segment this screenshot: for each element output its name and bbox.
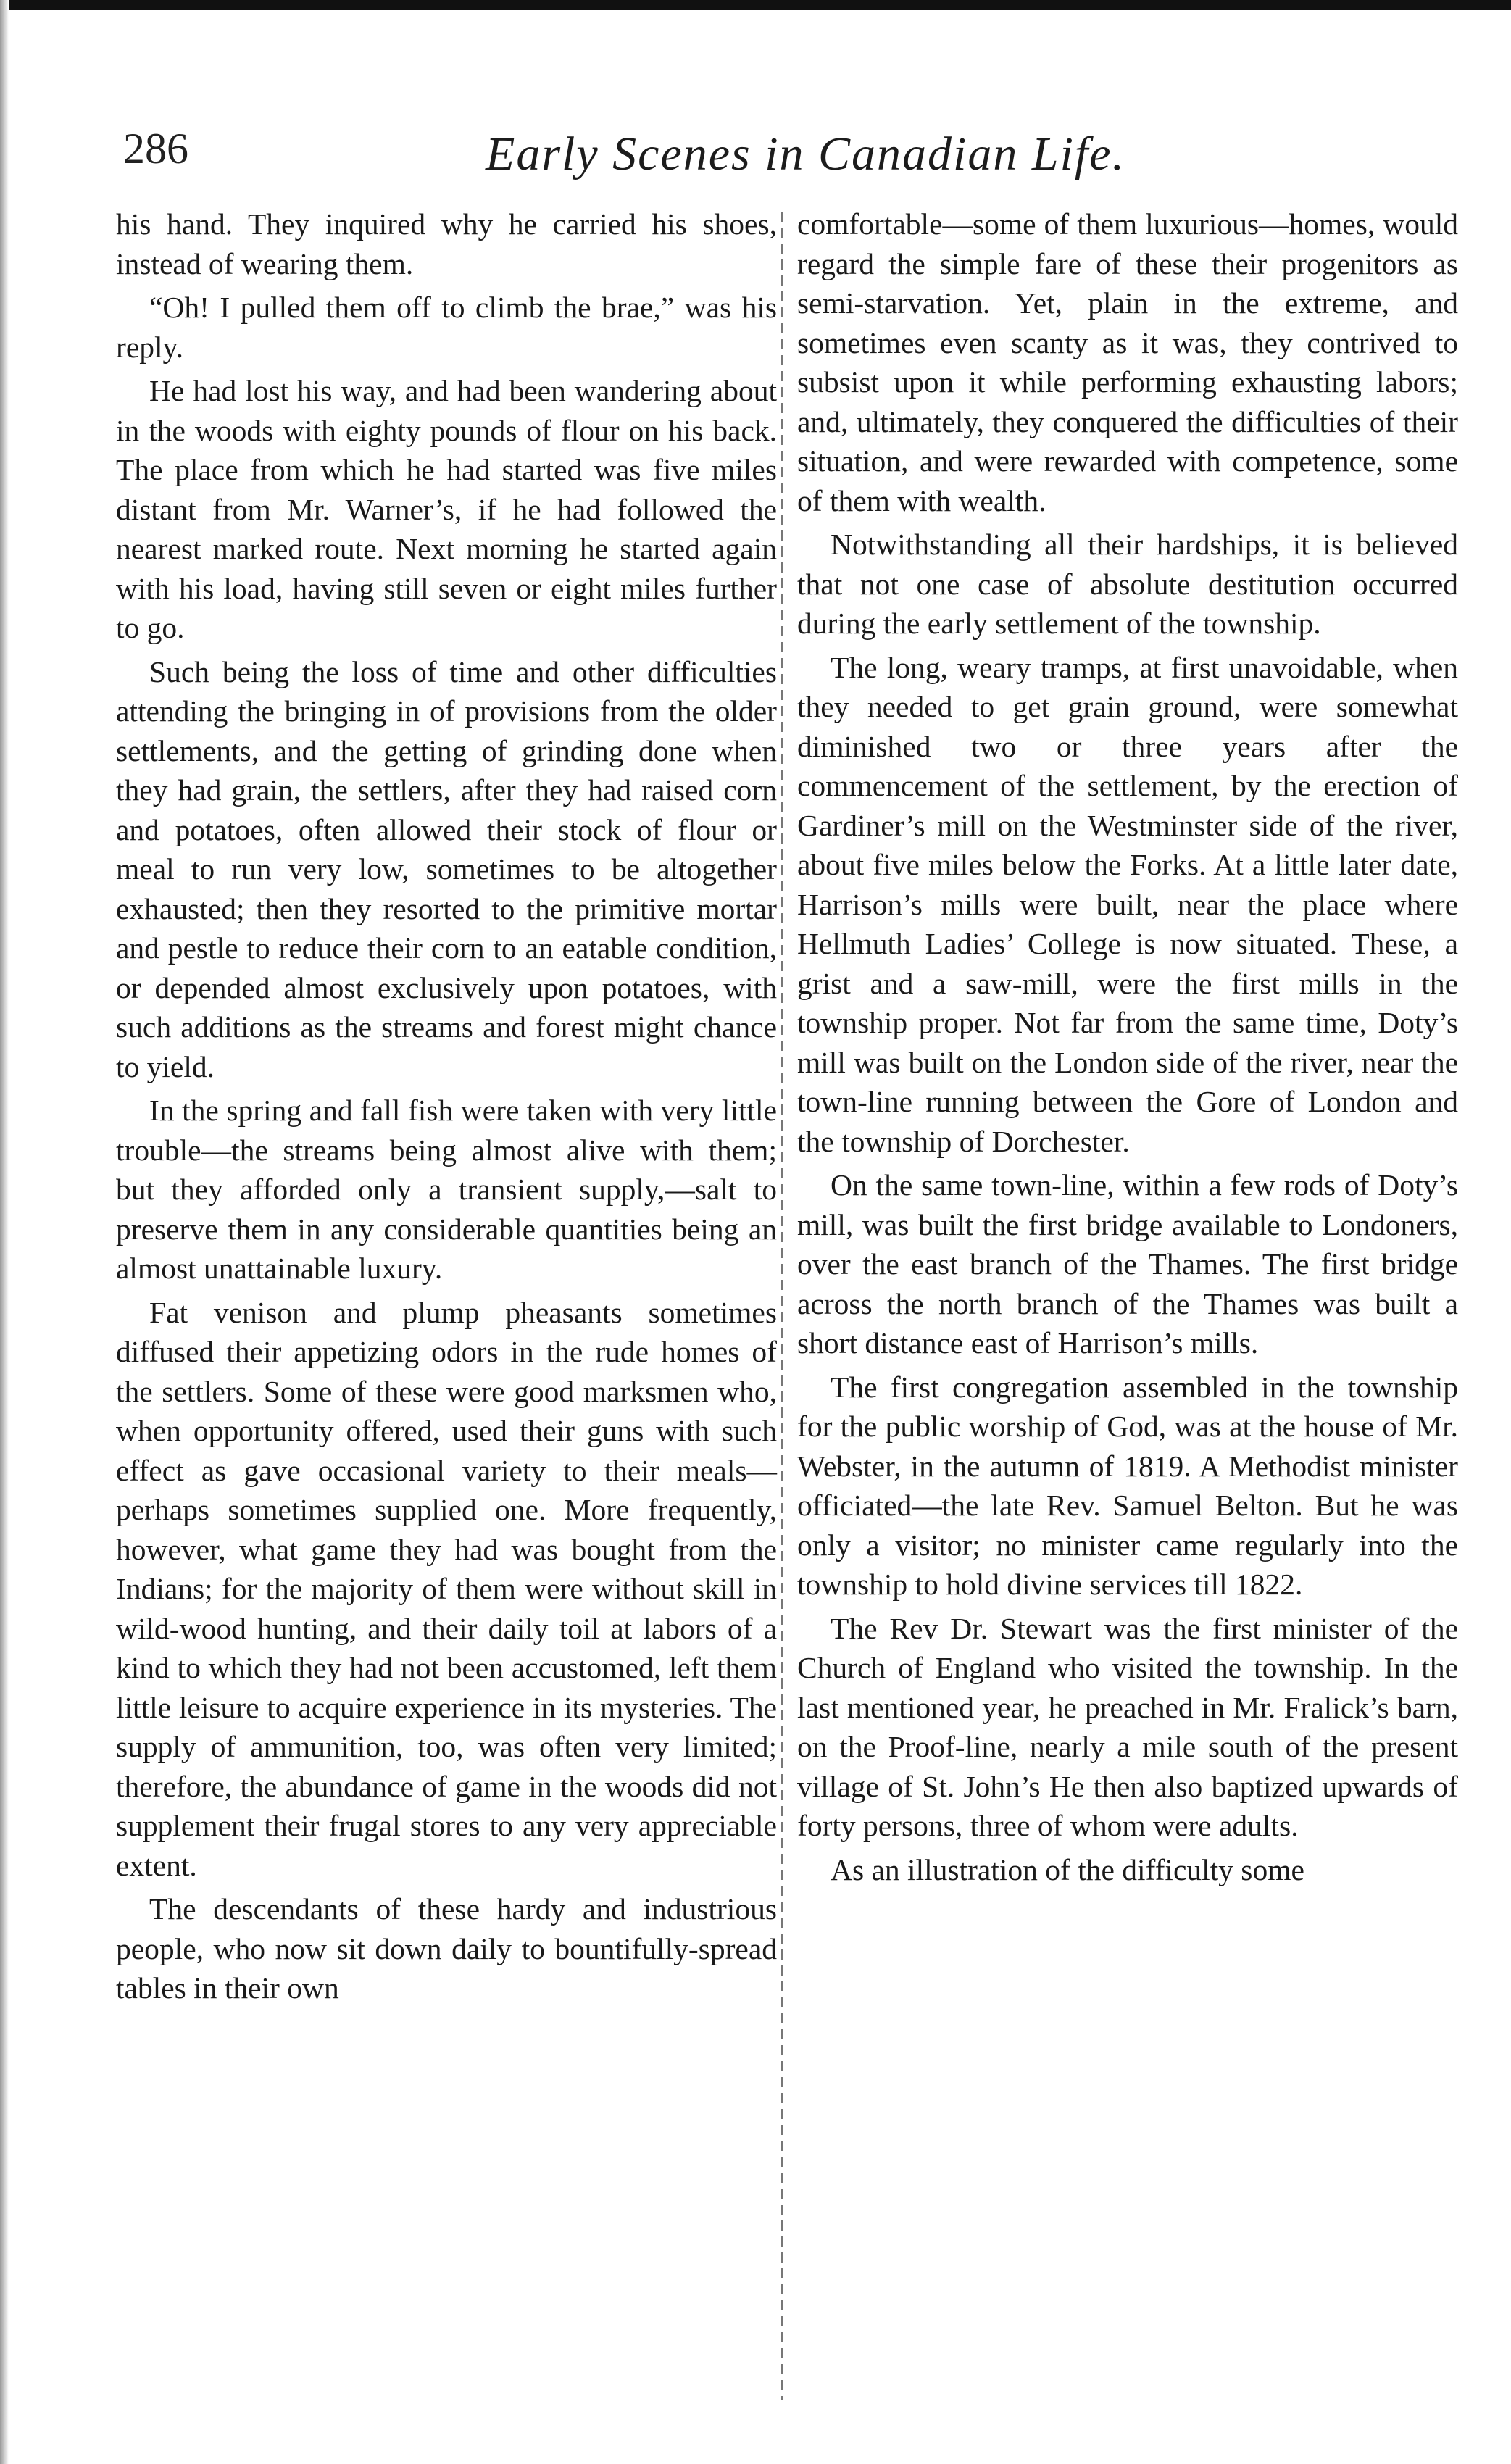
paragraph: As an illustration of the difficulty some [831,1852,1304,1886]
paragraph: Fat venison and plump pheasants sometimes diffused their appetizing odors in the rude homes of the settlers. Some of these were good marksmen who, when opportunity offered, used their guns with such effect as gave occasional variety to their meals—perhaps sometimes supplied one. More frequently, however, what game they had was bought from the Indians; for the majority of them were without skill in wild-wood hunting, and their daily toil at labors of a kind to which they had not been accustomed, left them little leisure to acquire experience in its mysteries. The supply of ammunition, too, was often very limited; therefore, the abundance of game in the woods did not supplement their frugal stores to any very appreciable extent. [116,1295,777,1882]
paragraph: comfortable—some of them luxurious—homes, would regard the simple fare of these their progenitors as semi-starvation. Yet, plain in the extreme, and sometimes even scanty as it was, they contrived to subsist upon it while performing exhausting labors; and, ultimately, they conquered the difficulties of their situation, and were rewarded with competence, some of them with wealth. [797,207,1458,517]
paragraph: In the spring and fall fish were taken with very little trouble—the streams being almost alive with them; but they afforded only a transient supply,—salt to preserve them in any considerable quantities being an almost unattainable luxury. [116,1094,777,1285]
paragraph: The long, weary tramps, at first unavoidable, when they needed to get grain ground, were somewhat diminished two or three years after the commencement of the settlement, by the erection of Gardiner’s mill on the Westminster side of the river, about five miles below the Forks. At a little later date, Harrison’s mills were built, near the place where Hellmuth Ladies’ College is now situated. These, a grist and a saw-mill, were the first mills in the township proper. Not far from the same time, Doty’s mill was built on the London side of the river, near the town-line running between the Gore of London and the township of Dorchester. [797,650,1458,1158]
page-number: 286 [123,125,188,172]
page-header [123,116,1471,196]
page-top-edge [0,0,1511,10]
running-title: Early Scenes in Canadian Life. [486,128,1126,180]
paragraph: The descendants of these hardy and industrious people, who now sit down daily to bountifully-spread tables in their own [116,1892,777,2005]
paragraph: The first congregation assembled in the township for the public worship of God, was at the house of Mr. Webster, in the autumn of 1819. A Methodist minister officiated—the late Rev. Samuel Belton. But he was only a visitor; no minister came regularly into the township to hold divine services till 1822. [797,1370,1458,1601]
left-column [116,204,777,2436]
paragraph: On the same town-line, within a few rods of Doty’s mill, was built the first bridge available to Londoners, over the east branch of the Thames. The first bridge across the north branch of the Thames was built a short distance east of Harrison’s mills. [797,1168,1458,1360]
column-divider [781,212,783,2400]
page-left-edge [0,0,9,2464]
paragraph: Notwithstanding all their hardships, it is believed that not one case of absolute destitution occurred during the early settlement of the township. [797,528,1458,640]
paragraph: Such being the loss of time and other difficulties attending the bringing in of provisions from the older settlements, and the getting of grinding done when they had grain, the settlers, after they had raised corn and potatoes, often allowed their stock of flour or meal to run very low, sometimes to be altogether exhausted; then they resorted to the primitive mortar and pestle to reduce their corn to an eatable condition, or depended almost exclusively upon potatoes, with such additions as the streams and forest might chance to yield. [116,654,777,1083]
paragraph: The Rev Dr. Stewart was the first minister of the Church of England who visited the township. In the last mentioned year, he preached in Mr. Fralick’s barn, on the Proof-line, nearly a mile south of the present village of St. John’s He then also baptized upwards of forty persons, three of whom were adults. [797,1611,1458,1842]
right-column [797,204,1458,2436]
paragraph: He had lost his way, and had been wandering about in the woods with eighty pounds of flour on his back. The place from which he had started was five miles distant from Mr. Warner’s, if he had followed the nearest marked route. Next morning he started again with his load, having still seven or eight miles further to go. [116,374,777,644]
paragraph: “Oh! I pulled them off to climb the brae,” was his reply. [116,291,777,364]
paragraph: his hand. They inquired why he carried his shoes, instead of wearing them. [116,207,777,280]
